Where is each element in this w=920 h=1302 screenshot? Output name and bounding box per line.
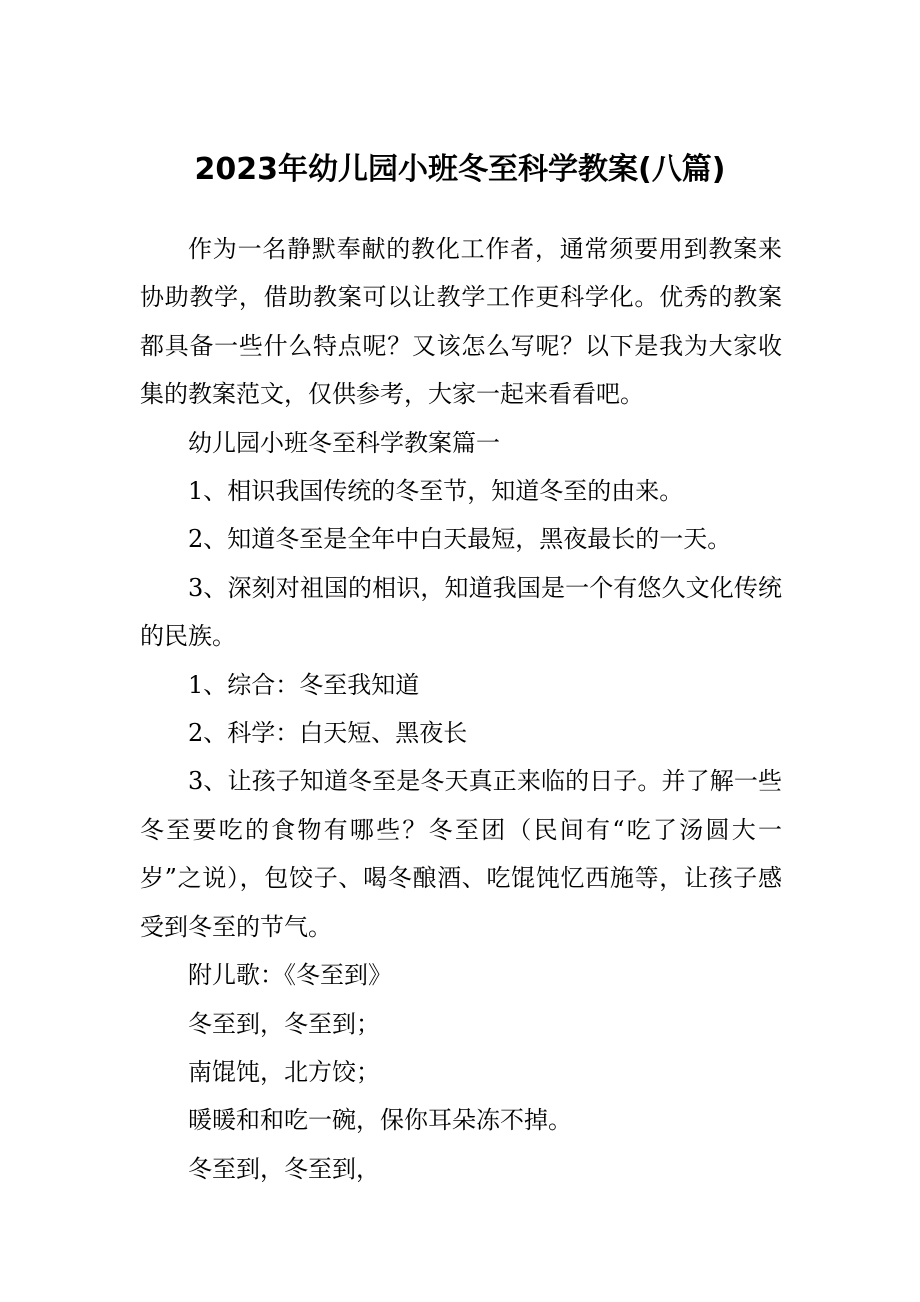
document-title: 2023年幼儿园小班冬至科学教案(八篇) — [194, 152, 726, 187]
rhyme-line-2: 南馄饨，北方饺； — [188, 1057, 380, 1086]
goal-item-3: 3、深刻对祖国的相识，知道我国是一个有悠久文化传统的民族。 — [140, 573, 782, 651]
section-heading: 幼儿园小班冬至科学教案篇一 — [188, 428, 500, 457]
goal-item-1: 1、相识我国传统的冬至节，知道冬至的由来。 — [188, 477, 684, 506]
rhyme-line-1: 冬至到，冬至到； — [188, 1009, 380, 1038]
goal-item-2: 2、知道冬至是全年中白天最短，黑夜最长的一天。 — [188, 525, 732, 554]
document-body — [140, 225, 782, 1193]
rhyme-heading: 附儿歌：《冬至到》 — [188, 961, 392, 990]
activity-item-1: 1、综合：冬至我知道 — [188, 670, 420, 699]
activity-item-3: 3、让孩子知道冬至是冬天真正来临的日子。并了解一些冬至要吃的食物有哪些？冬至团（民间有“吃了汤圆大一岁”之说），包饺子、喝冬酿酒、吃馄饨忆西施等，让孩子感受到冬至的节气。 — [140, 767, 782, 941]
rhyme-line-4: 冬至到，冬至到， — [188, 1154, 380, 1183]
rhyme-line-3: 暖暖和和吃一碗，保你耳朵冻不掉。 — [188, 1106, 572, 1135]
intro-paragraph: 作为一名静默奉献的教化工作者，通常须要用到教案来协助教学，借助教案可以让教学工作更科学化。优秀的教案都具备一些什么特点呢？又该怎么写呢？以下是我为大家收集的教案范文，仅供参考，大家一起来看看吧。 — [140, 235, 782, 409]
activity-item-2: 2、科学：白天短、黑夜长 — [188, 719, 468, 748]
